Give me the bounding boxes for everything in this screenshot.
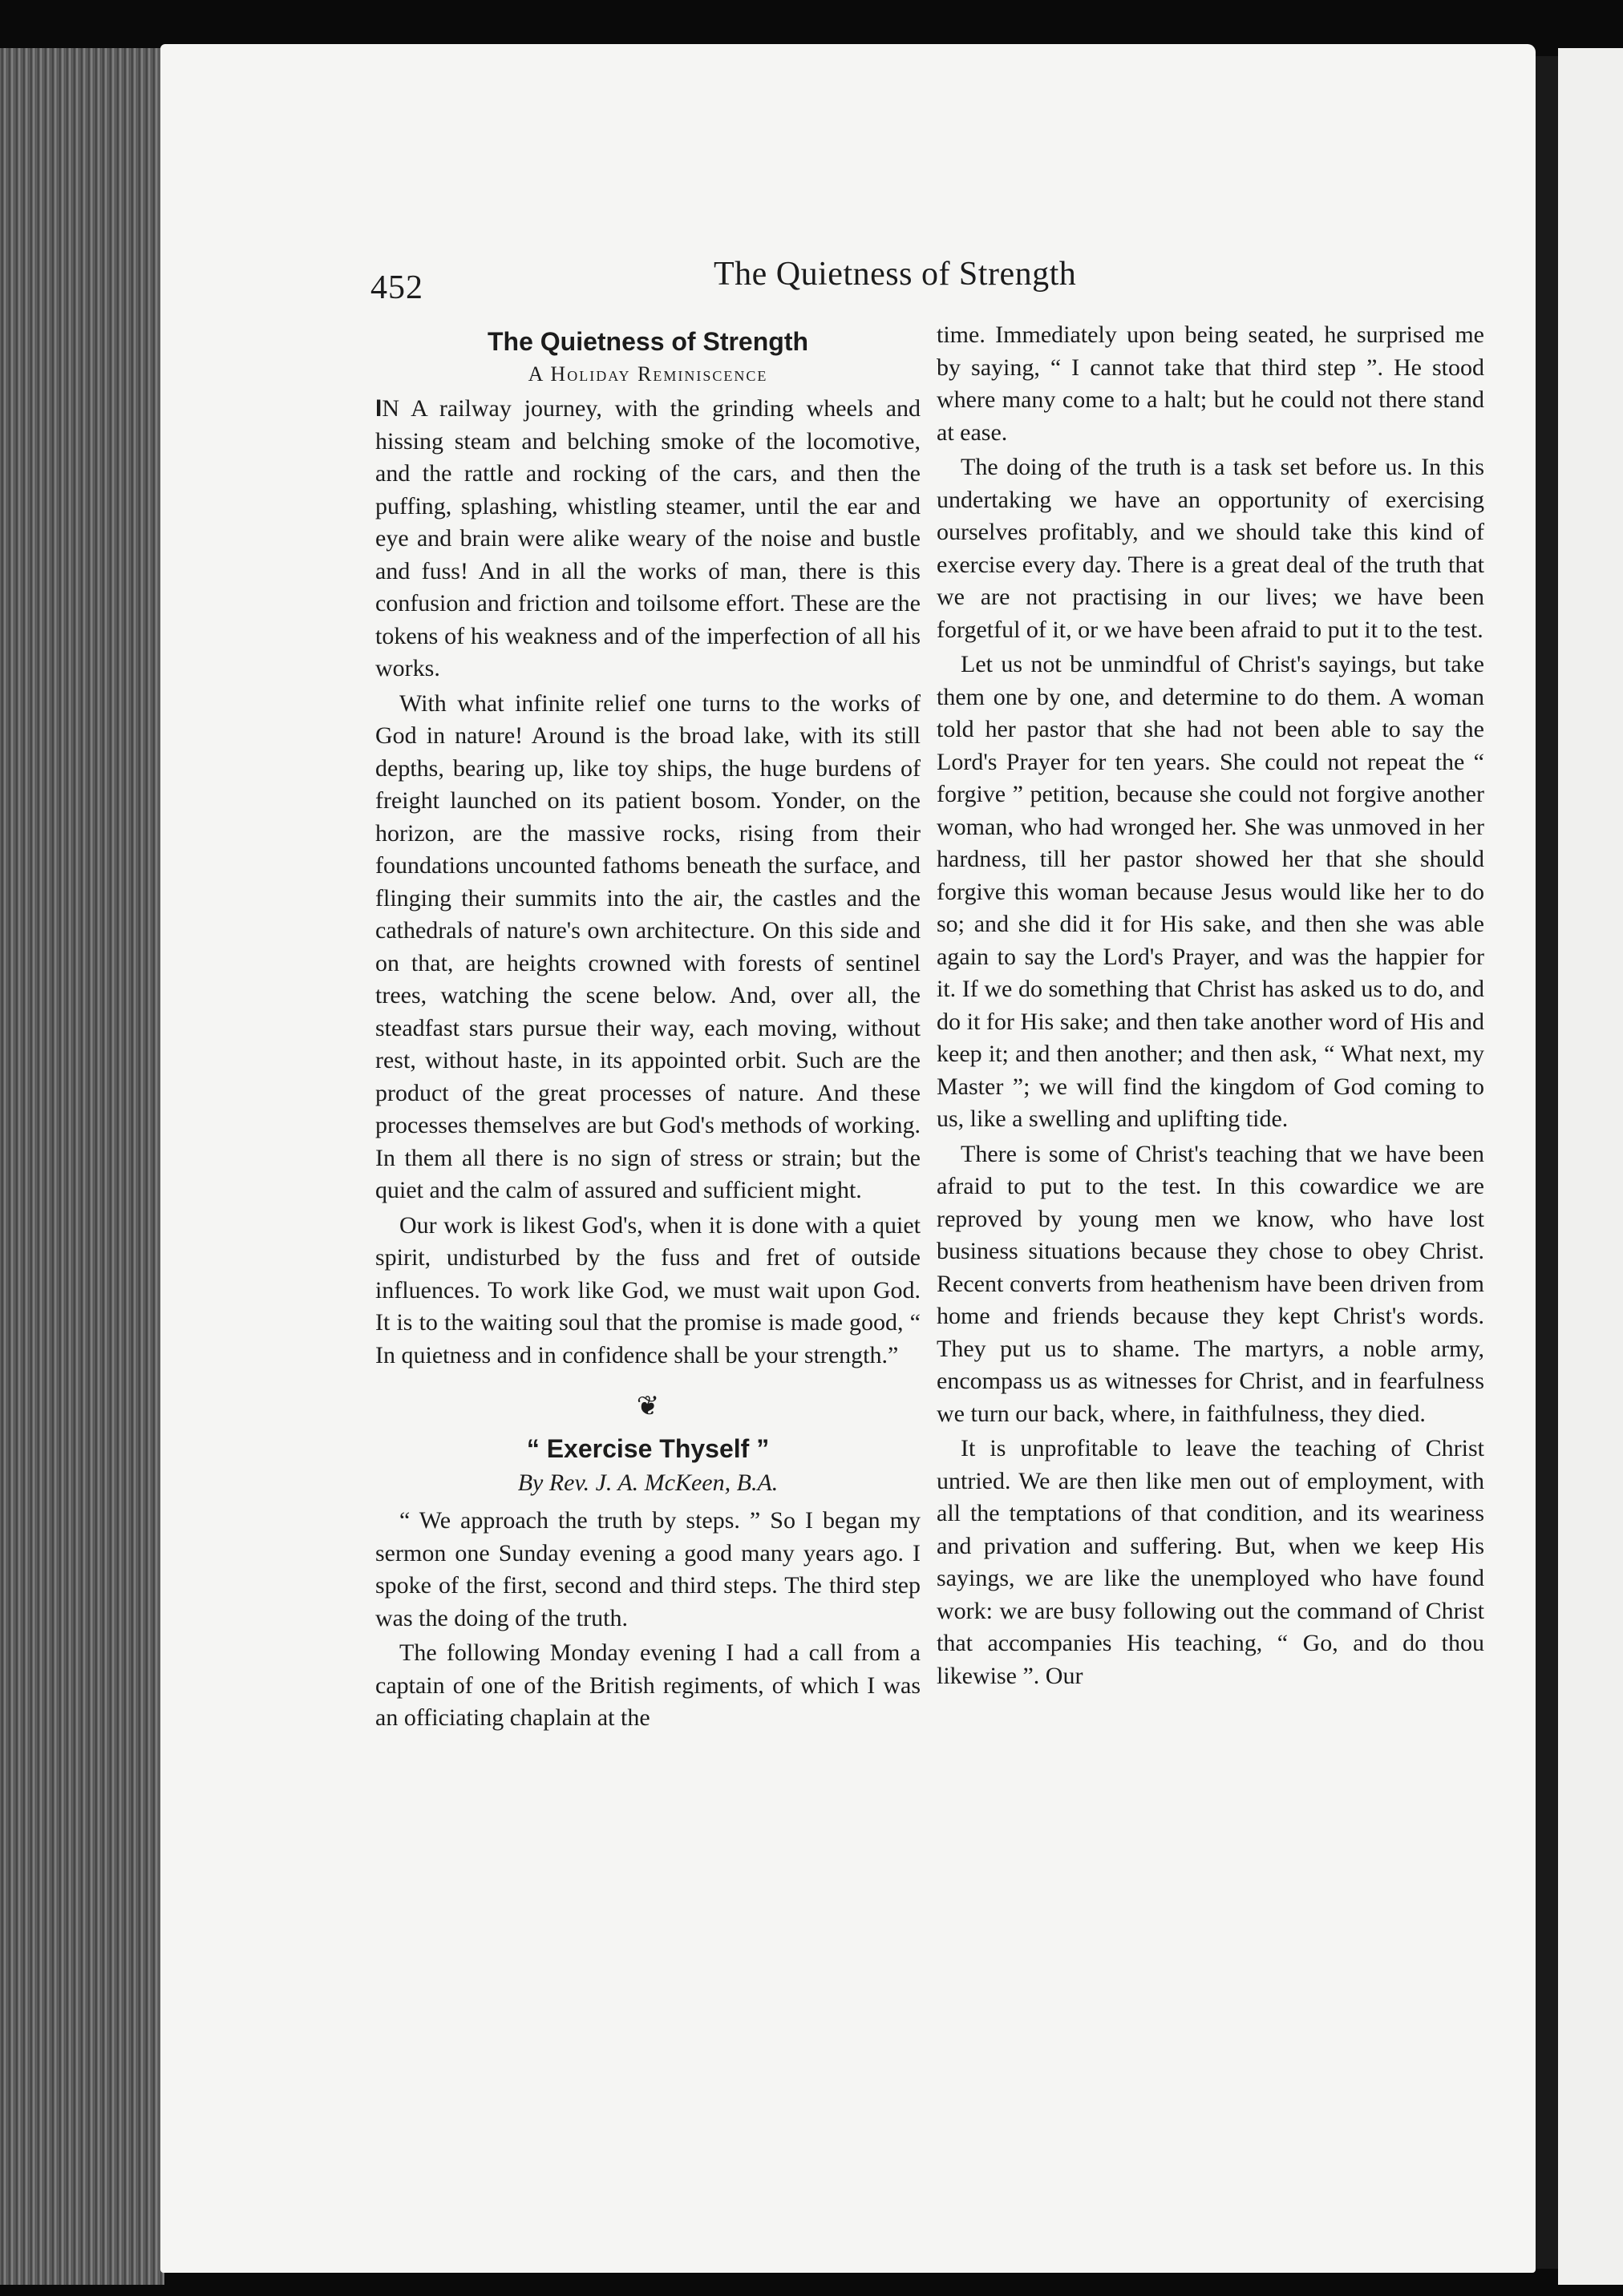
article-paragraph xyxy=(375,393,921,685)
article-paragraph: The following Monday evening I had a call from a captain of one of the British regiments, of which I was an officiating chaplain at the xyxy=(375,1639,921,1731)
running-head: The Quietness of Strength xyxy=(714,256,1077,293)
article-paragraph: Let us not be unmindful of Christ's sayings, but take them one by one, and determine to do them. A woman told her pastor that she had not been able to say the Lord's Prayer for ten years. She could not repeat the “ forgive ” petition, because she could not forgive another woman, who had wronged her. She was unmoved in her hardness, till her pastor showed her that she should forgive this woman because Jesus would like her to do so; and she did it for His sake, and then she was able again to say the Lord's Prayer, and was the happier for it. If we do something that Christ has asked us to do, and do it for His sake; and then take another word of His and keep it; and then another; and then ask, “ What next, my Master ”; we will find the kingdom of God coming to us, like a swelling and uplifting tide. xyxy=(937,651,1484,1132)
facing-page-edge xyxy=(1558,48,1623,2285)
drop-cap: I xyxy=(375,395,382,422)
book-gutter xyxy=(1536,56,1558,2269)
article-paragraph: The doing of the truth is a task set before us. In this undertaking we have an opportunity of exercising ourselves profitably, and we should take this kind of exercise every day. There is a great deal of the truth that we are not practising in our lives; we have been forgetful of it, or we have been afraid to put it to the test. xyxy=(937,454,1484,643)
book-page-edges xyxy=(0,48,164,2285)
page-number: 452 xyxy=(370,269,423,306)
article-paragraph: It is unprofitable to leave the teaching of Christ untried. We are then like men out of employment, with all the temptations of that condition, and its weariness and privation and suffering. But, when we keep His sayings, we are like the unemployed who have found work: we are busy following out the command of Christ that accompanies His teaching, “ Go, and do thou likewise ”. Our xyxy=(937,1435,1484,1689)
left-column xyxy=(375,321,921,1735)
paragraph-text: N A railway journey, with the grinding wheels and hissing steam and belching smoke of the locomotive, and the rattle and rocking of the cars, and then the puffing, splashing, whistling steamer, until the ear and eye and brain were alike weary of the noise and bustle and fuss! And in all the works of man, there is this confusion and friction and toilsome effort. These are the tokens of his weakness and of the imperfection of all his works. xyxy=(375,395,921,681)
article-byline: By Rev. J. A. McKeen, B.A. xyxy=(517,1469,779,1496)
article-paragraph: “ We approach the truth by steps. ” So I began my sermon one Sunday evening a good many years ago. I spoke of the first, second and third steps. The third step was the doing of the truth. xyxy=(375,1507,921,1631)
article-subtitle: A Holiday Reminiscence xyxy=(528,362,768,386)
article-paragraph: time. Immediately upon being seated, he surprised me by saying, “ I cannot take that third step ”. He stood where many come to a halt; but he could not there stand at ease. xyxy=(937,321,1484,446)
section-ornament: ❦ xyxy=(636,1392,660,1421)
article-title: “ Exercise Thyself ” xyxy=(526,1434,770,1463)
article-paragraph: With what infinite relief one turns to the works of God in nature! Around is the broad lake, with its still depths, bearing up, like toy ships, the huge burdens of freight launched on its patient bosom. Yonder, on the horizon, are the massive rocks, rising from their foundations uncounted fathoms beneath the surface, and flinging their summits into the air, the castles and the cathedrals of nature's own architecture. On this side and on that, are heights crowned with forests of sentinel trees, watching the scene below. And, over all, the steadfast stars pursue their way, each moving, without rest, without haste, in its appointed orbit. Such are the product of the great processes of nature. And these processes themselves are but God's methods of working. In them all there is no sign of stress or strain; but the quiet and the calm of assured and sufficient might. xyxy=(375,689,921,1203)
article-title: The Quietness of Strength xyxy=(487,327,809,356)
right-column xyxy=(937,319,1484,1692)
article-paragraph: Our work is likest God's, when it is done with a quiet spirit, undisturbed by the fuss and fret of outside influences. To work like God, we must wait upon God. It is to the waiting soul that the promise is made good, “ In quietness and in confidence shall be your strength.” xyxy=(375,1211,921,1368)
article-paragraph: There is some of Christ's teaching that we have been afraid to put to the test. In this cowardice we are reproved by young men we know, who have lost business situations because they chose to obey Christ. Recent converts from heathenism have been driven from home and friends because they kept Christ's words. They put us to shame. The martyrs, a noble army, encompass us as witnesses for Christ, and in fearfulness we turn our back, where, in faithfulness, they died. xyxy=(937,1140,1484,1427)
